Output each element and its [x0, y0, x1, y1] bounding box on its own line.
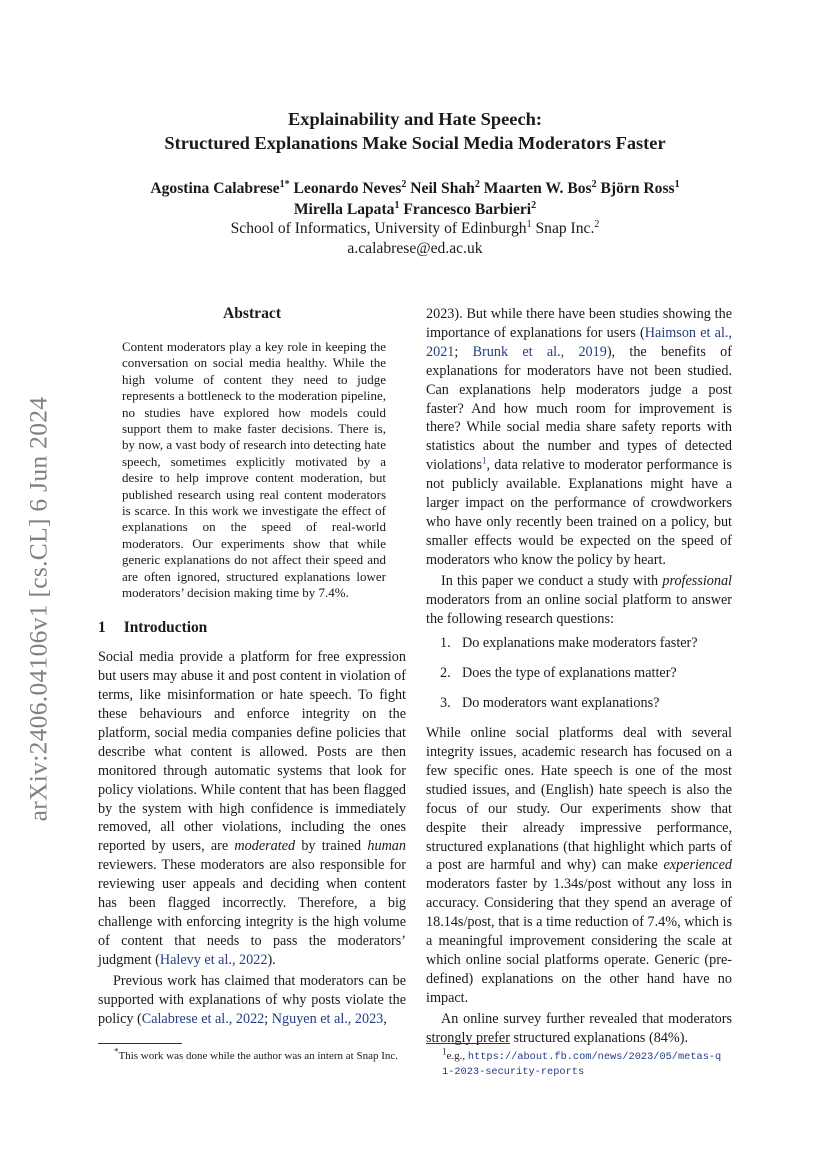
- affiliation-mark: 1: [526, 218, 532, 230]
- author-line-1: [100, 178, 730, 199]
- text-run: moderators faster by 1.34s/post without any loss in accuracy. Considering that they spend an average of 18.14s/post, that is a time reduction of 7.4%, which is a meaningful improvement considering the scale at which online social platforms operate. Generic (pre-defined) explanations on the other hand have no impact.: [426, 876, 732, 1006]
- affiliations: [100, 219, 730, 259]
- right-column: [426, 305, 732, 1048]
- footnote-url-link[interactable]: https://about.fb.com/news/2023/05/metas-q: [467, 1051, 722, 1063]
- footnote-marker[interactable]: 1: [481, 455, 487, 466]
- intro-paragraph-4: [426, 724, 732, 1008]
- arxiv-identifier-text: arXiv:2406.04106v1 [cs.CL] 6 Jun 2024: [23, 396, 53, 822]
- list-item: [440, 664, 732, 683]
- author-affil-mark: 1: [674, 178, 680, 190]
- author-affil-mark: 1: [394, 199, 400, 211]
- list-number: 2.: [440, 665, 451, 682]
- author-name: Mirella Lapata: [293, 201, 395, 218]
- list-text: Do explanations make moderators faster?: [462, 635, 698, 652]
- author-affil-mark: 1*: [279, 178, 290, 190]
- affiliation-mark: 2: [594, 218, 600, 230]
- author-affil-mark: 2: [474, 178, 480, 190]
- text-run: ;: [454, 343, 473, 360]
- abstract-text: Content moderators play a key role in keeping the conversation on social media healthy. While the high volume of content they need to judge represents a bottleneck to the moderation pipeline, no studies have explored how models could support them to make faster decisions. There is, by now, a vast body of research into detecting hate speech, sometimes explicitly motivated by a desire to help improve content moderation, but published research using real content moderators is scarce. In this work we investigate the effect of explanations on the speed of real-world moderators. Our experiments show that while generic explanations do not affect their speed and are often ignored, structured explanations lower moderators’ decision making time by 7.4%.: [122, 338, 386, 600]
- citation-link[interactable]: Nguyen et al., 2023: [271, 1010, 384, 1027]
- list-item: [440, 694, 732, 713]
- citation-link[interactable]: Calabrese et al., 2022: [141, 1010, 265, 1027]
- footnote-rule: [426, 1043, 510, 1044]
- text-run: reviewers. These moderators are also responsible for reviewing user appeals and deciding when content has been flagged incorrectly. Therefore, a big challenge with enforcing integrity is the high volume of content that needs to pass the moderators’ judgment (: [98, 857, 406, 968]
- author-name: Leonardo Neves: [293, 180, 402, 197]
- intro-paragraph-2-cont: [426, 305, 732, 570]
- footnote-rule: [98, 1043, 182, 1044]
- footnote-text: [98, 1046, 406, 1063]
- text-run: ).: [267, 951, 276, 968]
- text-run: , data relative to moderator performance is not publicly available. Explanations might have a larger impact on the performance of crowdworkers who have only recently been trained on a policy, but smaller effects would be expected on the speed of moderators who know the policy by heart.: [426, 457, 732, 568]
- intro-paragraph-3: [426, 572, 732, 629]
- text-run: by trained: [295, 838, 368, 855]
- list-text: Do moderators want explanations?: [462, 695, 660, 712]
- footnote-right: [426, 1043, 732, 1079]
- citation-link[interactable]: Halevy et al., 2022: [159, 951, 268, 968]
- footnote-url-link[interactable]: 1-2023-security-reports: [442, 1066, 585, 1078]
- author-line-2: [100, 199, 730, 220]
- affiliation-company: Snap Inc.: [535, 220, 595, 237]
- author-name: Francesco Barbieri: [403, 201, 532, 218]
- affiliation-school: School of Informatics, University of Edinburgh: [230, 220, 527, 237]
- author-name: Agostina Calabrese: [150, 180, 280, 197]
- text-run: ), the benefits of explanations for moderators have not been studied. Can explanations help moderators judge a post faster? And how much room for improvement is there? While social media share safety reports with statistics about the number and types of detected violations: [426, 343, 732, 474]
- text-run: ;: [264, 1010, 272, 1027]
- text-run: moderators from an online social platform to answer the following research questions:: [426, 591, 732, 627]
- abstract-heading: Abstract: [222, 305, 282, 322]
- citation-link[interactable]: Haimson et al., 2021: [426, 324, 732, 360]
- section-heading-introduction: [98, 619, 406, 638]
- left-column: [98, 305, 406, 1028]
- author-affil-mark: 2: [401, 178, 407, 190]
- footnote-body: This work was done while the author was an intern at Snap Inc.: [118, 1050, 399, 1062]
- research-questions-list: [426, 634, 732, 713]
- title-line-2: Structured Explanations Make Social Media Moderators Faster: [164, 133, 666, 153]
- list-item: [440, 634, 732, 653]
- author-email: a.calabrese@ed.ac.uk: [347, 240, 483, 257]
- citation-link[interactable]: Brunk et al., 2019: [472, 343, 607, 360]
- emphasis: professional: [662, 572, 732, 589]
- footnote-left: [98, 1043, 406, 1063]
- intro-paragraph-2: [98, 972, 406, 1029]
- author-name: Neil Shah: [410, 180, 475, 197]
- list-number: 1.: [440, 635, 451, 652]
- footnote-mark: 1: [442, 1046, 447, 1057]
- author-list: [100, 178, 730, 220]
- author-name: Maarten W. Bos: [483, 180, 592, 197]
- list-text: Does the type of explanations matter?: [462, 665, 677, 682]
- arxiv-identifier: [14, 378, 62, 840]
- intro-paragraph-5: An online survey further revealed that moderators strongly prefer structured explanations (84%).: [426, 1010, 732, 1046]
- footnote-text: [426, 1046, 732, 1079]
- author-affil-mark: 2: [591, 178, 597, 190]
- emphasis: human: [367, 838, 406, 855]
- affiliation-line: [100, 219, 730, 239]
- text-run: While online social platforms deal with several integrity issues, academic research has focused on a few specific ones. Hate speech is one of the most studied issues, and (English) hate speech is also the focus of our study. Our experiments show that despite their already impressive performance, structured explanations (that highlight which parts of a post are harmful and why) can make: [426, 725, 732, 874]
- section-title: Introduction: [123, 619, 208, 637]
- footnote-body: e.g.,: [446, 1050, 468, 1062]
- author-name: Björn Ross: [600, 180, 675, 197]
- title-line-1: Explainability and Hate Speech:: [288, 109, 542, 129]
- text-run-continues: ,: [383, 1010, 387, 1027]
- text-run: Social media provide a platform for free expression but users may abuse it and post content in violation of terms, like misinformation or hate speech. To fight these behaviours and enforce integrity on the platform, social media companies define policies that describe what content is allowed. Posts are then monitored through automatic systems that look for policy violations. While content that has been flagged by the system with high confidence is immediately removed, all other violations, including the ones reported by users, are: [98, 649, 406, 855]
- text-run: 2023: [426, 306, 455, 322]
- text-run: Previous work has claimed that moderators can be supported with explanations of why posts violate the policy (: [98, 972, 406, 1027]
- section-number: 1: [98, 619, 106, 637]
- text-run: In this paper we conduct a study with: [441, 572, 663, 589]
- intro-paragraph-1: [98, 648, 406, 969]
- paper-title: [100, 107, 730, 155]
- list-number: 3.: [440, 695, 451, 712]
- author-affil-mark: 2: [531, 199, 537, 211]
- emphasis: experienced: [663, 857, 732, 874]
- footnote-mark: *: [114, 1046, 119, 1057]
- text-run: ). But while there have been studies showing the importance of explanations for users (: [426, 306, 732, 341]
- emphasis: moderated: [234, 838, 296, 855]
